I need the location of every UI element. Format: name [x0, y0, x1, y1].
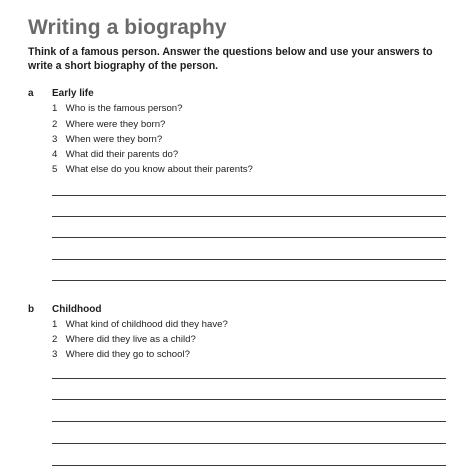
- question-text: What did their parents do?: [65, 149, 179, 160]
- question-number: 3: [52, 349, 58, 360]
- question-text: Where did they go to school?: [65, 349, 190, 360]
- answer-line[interactable]: [52, 443, 446, 444]
- question-number: 2: [52, 119, 58, 130]
- page-title: Writing a biography: [28, 16, 227, 39]
- section-heading: Childhood: [52, 304, 102, 315]
- question-text: What else do you know about their parents?: [65, 164, 253, 175]
- question-item: [52, 149, 178, 161]
- answer-line[interactable]: [52, 465, 446, 466]
- question-text: What kind of childhood did they have?: [65, 319, 228, 330]
- question-item: [52, 319, 228, 331]
- question-number: 3: [52, 134, 58, 145]
- question-text: When were they born?: [65, 134, 163, 145]
- question-item: [52, 119, 165, 131]
- question-number: 4: [52, 149, 58, 160]
- question-number: 1: [52, 319, 58, 330]
- question-item: [52, 334, 196, 346]
- answer-line[interactable]: [52, 216, 446, 217]
- question-item: [52, 349, 190, 361]
- answer-line[interactable]: [52, 237, 446, 238]
- section-letter: a: [28, 88, 34, 99]
- question-item: [52, 164, 253, 176]
- section-letter: b: [28, 304, 35, 315]
- question-item: [52, 103, 182, 115]
- answer-line[interactable]: [52, 421, 446, 422]
- question-text: Where did they live as a child?: [65, 334, 196, 345]
- answer-line[interactable]: [52, 378, 446, 379]
- question-number: 5: [52, 164, 58, 175]
- answer-line[interactable]: [52, 259, 446, 260]
- answer-line[interactable]: [52, 399, 446, 400]
- answer-line[interactable]: [52, 195, 446, 196]
- question-number: 2: [52, 334, 58, 345]
- question-item: [52, 134, 162, 146]
- question-text: Who is the famous person?: [65, 103, 183, 114]
- section-heading: Early life: [52, 88, 94, 99]
- instructions: Think of a famous person. Answer the questions below and use your answers to write a short biography of the person.: [28, 46, 433, 72]
- question-number: 1: [52, 103, 58, 114]
- answer-line[interactable]: [52, 280, 446, 281]
- question-text: Where were they born?: [65, 119, 166, 130]
